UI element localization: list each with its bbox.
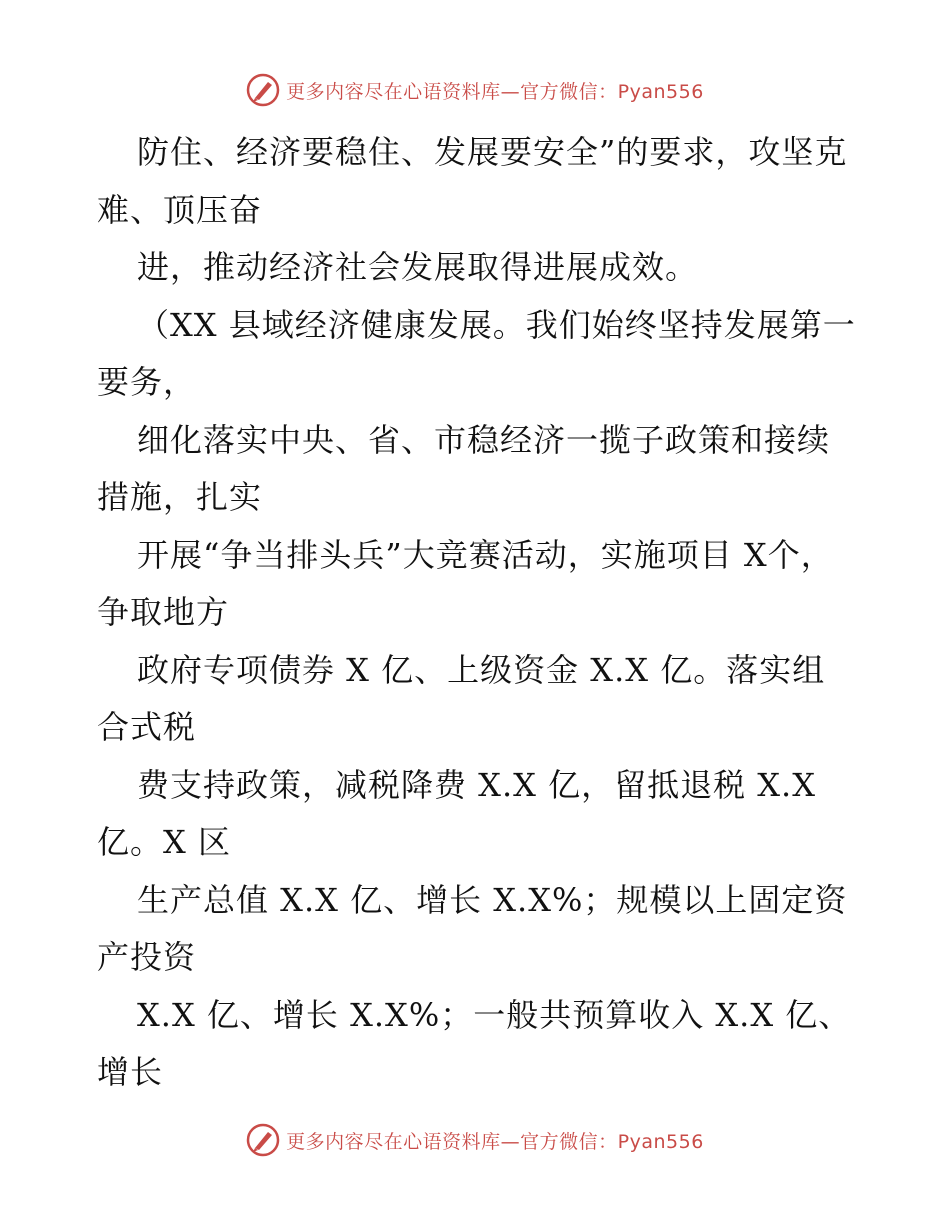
document-body <box>97 124 857 1102</box>
paragraph: 开展“争当排头兵”大竞赛活动，实施项目 X个，争取地方 <box>97 535 834 631</box>
paragraph: （XX 县域经济健康发展。我们始终坚持发展第一要务， <box>97 305 856 401</box>
watermark-text: 更多内容尽在心语资料库—官方微信：Pyan556 <box>286 1130 704 1153</box>
paragraph: 政府专项债券 X 亿、上级资金 X.X 亿。落实组合式税 <box>97 650 826 746</box>
footer-watermark-banner <box>0 1120 950 1160</box>
paragraph: 防住、经济要稳住、发展要安全”的要求，攻坚克难、顶压奋 <box>97 133 848 229</box>
quill-pen-logo-icon <box>246 73 280 107</box>
quill-pen-logo-icon <box>246 1123 280 1157</box>
header-watermark-banner <box>0 70 950 110</box>
watermark-text: 更多内容尽在心语资料库—官方微信：Pyan556 <box>286 80 704 103</box>
paragraph: X.X 亿、增长 X.X%；一般共预算收入 X.X 亿、增长 <box>97 995 852 1091</box>
paragraph: 生产总值 X.X 亿、增长 X.X%；规模以上固定资产投资 <box>97 880 848 976</box>
paragraph: 费支持政策，减税降费 X.X 亿，留抵退税 X.X亿。X 区 <box>97 765 816 861</box>
paragraph: 细化落实中央、省、市稳经济一揽子政策和接续措施，扎实 <box>97 420 831 516</box>
paragraph: 进，推动经济社会发展取得进展成效。 <box>137 248 699 286</box>
